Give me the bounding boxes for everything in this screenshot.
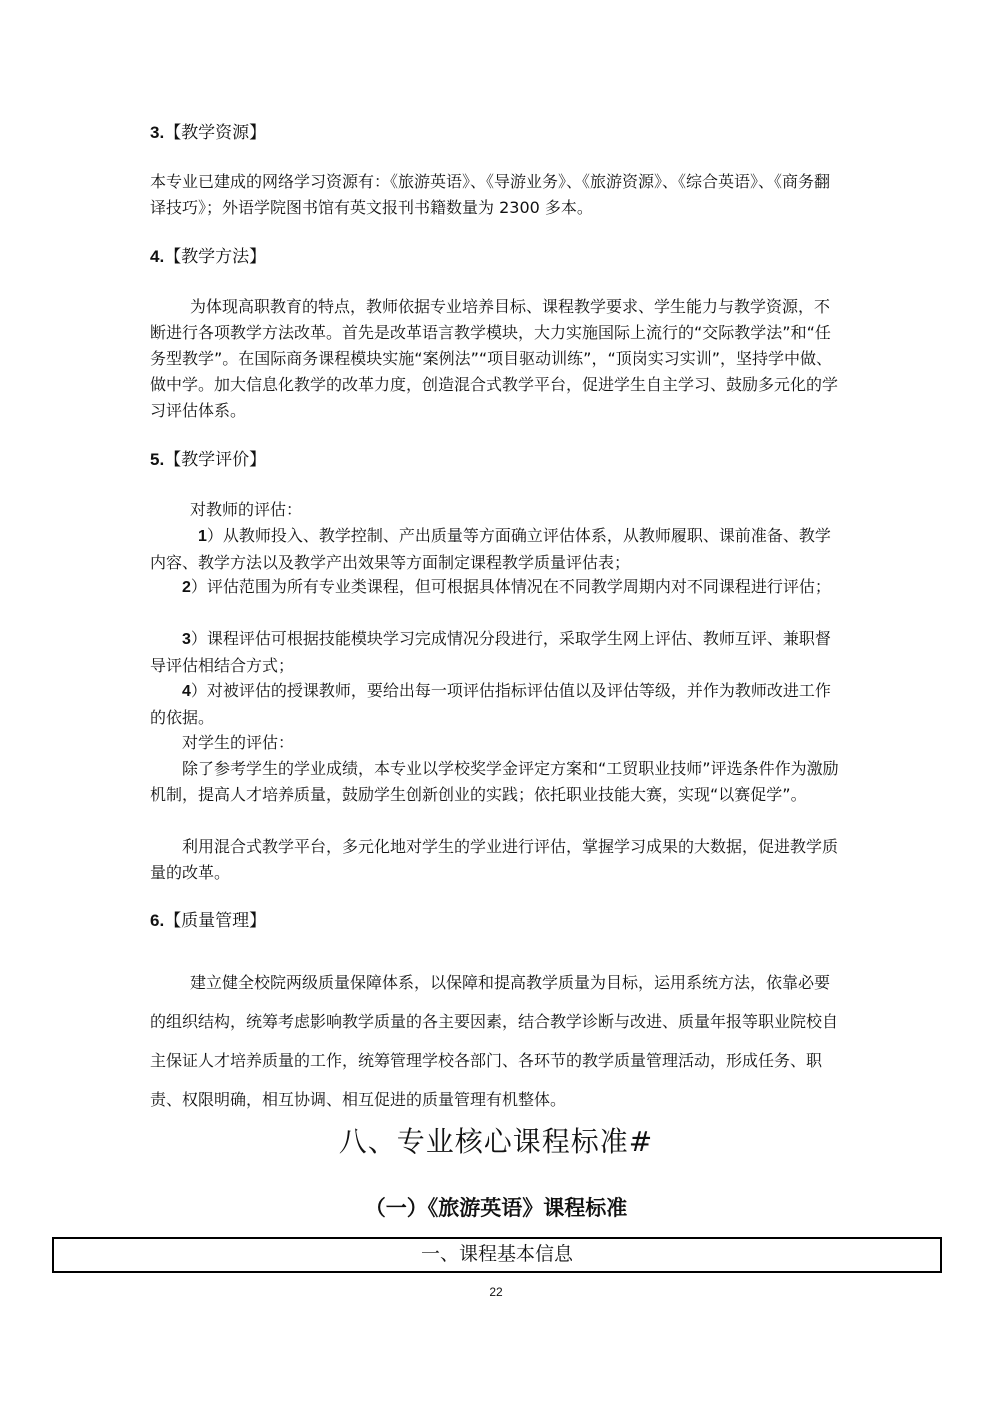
student-eval-paragraph-1: 除了参考学生的学业成绩，本专业以学校奖学金评定方案和“工贸职业技师”评选条件作为激励机制，提高人才培养质量，鼓励学生创新创业的实践；依托职业技能大赛，实现“以赛促学”。 [150, 759, 839, 804]
section-3-body: 本专业已建成的网络学习资源有：《旅游英语》、《导游业务》、《旅游资源》、《综合英语》、《商务翻译技巧》；外语学院图书馆有英文报刊书籍数量为 2300 多本。 [150, 172, 831, 217]
teacher-eval-item-3: 3）课程评估可根据技能模块学习完成情况分段进行，采取学生网上评估、教师互评、兼职督导评估相结合方式； [150, 629, 831, 675]
section-4-heading: 4.【教学方法】 [150, 247, 267, 267]
student-eval-label: 对学生的评估： [182, 733, 295, 752]
page-number: 22 [489, 1285, 503, 1299]
teacher-eval-item-4: 4）对被评估的授课教师，要给出每一项评估指标评估值以及评估等级，并作为教师改进工作的依据。 [150, 681, 831, 727]
course-standard-title: （一）《旅游英语》课程标准 [364, 1196, 628, 1220]
section-6-heading: 6.【质量管理】 [150, 911, 267, 931]
student-eval-paragraph-2: 利用混合式教学平台，多元化地对学生的学业进行评估，掌握学习成果的大数据，促进教学质量的改革。 [150, 837, 839, 882]
section-5-heading: 5.【教学评价】 [150, 450, 267, 470]
section-4-body: 为体现高职教育的特点，教师依据专业培养目标、课程教学要求、学生能力与教学资源，不断进行各项教学方法改革。首先是改革语言教学模块，大力实施国际上流行的“交际教学法”和“任务型教学”。在国际商务课程模块实施“案例法”“项目驱动训练”，“顶岗实习实训”，坚持学中做、做中学。加大信息化教学的改革力度，创造混合式教学平台，促进学生自主学习、鼓励多元化的学习评估体系。 [150, 297, 839, 420]
teacher-eval-item-1: 1）从教师投入、教学控制、产出质量等方面确立评估体系，从教师履职、课前准备、教学内容、教学方法以及教学产出效果等方面制定课程教学质量评估表； [150, 526, 831, 572]
section-3-heading: 3.【教学资源】 [150, 123, 267, 143]
course-info-heading: 一、课程基本信息 [420, 1243, 573, 1265]
teacher-eval-item-2: 2）评估范围为所有专业类课程，但可根据具体情况在不同教学周期内对不同课程进行评估； [182, 577, 831, 596]
chapter-title: 八、专业核心课程标准# [338, 1125, 654, 1158]
section-6-body: 建立健全校院两级质量保障体系，以保障和提高教学质量为目标，运用系统方法，依靠必要的组织结构，统筹考虑影响教学质量的各主要因素，结合教学诊断与改进、质量年报等职业院校自主保证人才培养质量的工作，统筹管理学校各部门、各环节的教学质量管理活动，形成任务、职责、权限明确，相互协调、相互促进的质量管理有机整体。 [150, 973, 839, 1109]
teacher-eval-label: 对教师的评估： [190, 500, 303, 519]
course-info-header-box [52, 1237, 942, 1273]
